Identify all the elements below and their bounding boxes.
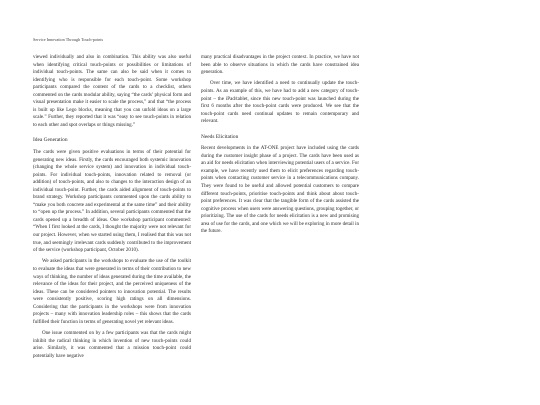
paragraph-updates: Over time, we have identified a need to continually update the touch-points. As an example of this, we have had to add a new category of touch-point – the iPad/tablet, since this new touch-point was launched during the first 6 months after the touch-point cards were produced. We see that the touch-point cards need continual updates to remain contemporary and relevant.	[201, 80, 359, 125]
section-heading-idea-generation: Idea Generation	[33, 137, 68, 144]
section-heading-needs-elicitation: Needs Elicitation	[201, 133, 239, 140]
right-column	[201, 54, 359, 236]
running-header: Service Innovation Through Touch-points	[33, 37, 104, 42]
paragraph-continuation: viewed individually and also in combination. This ability was also useful when identifying critical touch-points or possibilities or limitations of individual touch-points. The same can also be said when it comes to identifying who is responsible for each touch-point. Some workshop participants compared the content of the cards to a checklist, others commented on the cards modular ability, saying “the cards’ physical form and visual presentation make it easier to scale the process,” and that “the process is built up like Lego blocks, meaning that you can unfold ideas on a large scale.” Further, they reported that it was “easy to see touch-points in relation to each other and spot overlaps or things missing.”	[33, 54, 191, 128]
paragraph-needs-elicitation: Recent developments in the AT-ONE project have included using the cards during the customer insight phase of a project. The cards have been used as an aid for needs elicitation when interviewing potential users of a service. For example, we have recently used them to elicit preferences regarding touch-points when contacting customer service in a telecommunications company. They were found to be useful and allowed potential customers to compare different touch-points, prioritise touch-points and think about about touch-point preferences. It was clear that the tangible form of the cards assisted the cognitive process when users were answering questions, grouping together, or prioritizing. The use of the cards for needs elicitation is a new and promising area of use for the cards, and one which we will be exploring in more detail in the future.	[201, 145, 359, 235]
paragraph-evaluation: We asked participants in the workshops to evaluate the use of the toolkit to evaluate the ideas that were generated in terms of their contribution to new ways of thinking, the number of ideas generated during the time available, the relevance of the ideas for their project, and the perceived uniqueness of the ideas. These can be considered pointers to innovation potential. The results were consistently positive, scoring high ratings on all dimensions. Considering that the participants in the workshops were from innovation projects – many with innovation leadership roles – this shows that the cards fulfilled their function in terms of generating novel yet relevant ideas.	[33, 258, 191, 325]
paragraph-issue: One issue commented on by a few participants was that the cards might inhibit the radical thinking in which invention of new touch-points could arise. Similarly, it was commented that a mission touch-point could potentially have negative	[33, 330, 191, 359]
paragraph-disadvantages: many practical disadvantages in the project context. In practice, we have not been able to observe situations in which the cards have constrained idea generation.	[201, 54, 359, 76]
left-column	[33, 54, 191, 360]
paragraph-idea-generation: The cards were given positive evaluations in terms of their potential for generating new ideas. Firstly, the cards encouraged both systemic innovation (changing the whole service system) and innovation in individual touch-points. For individual touch-points, innovation related to removal (or addition) of touch-points, and also to changes to the interaction design of an individual touch-point. Further, the cards aided alignment of touch-points to brand strategy. Workshop participants commented upon the cards ability to “make you both concrete and experimental at the same time” and their ability to “open up the process.” In addition, several participants commented that the cards opened up a breadth of ideas. One workshop participant commented: “When I first looked at the cards, I thought the majority were not relevant for our project. However, when we started using them, I realised that this was not true, and seemingly irrelevant cards suddenly contributed to the improvement of the service (workshop participant, October 2010).	[33, 148, 191, 254]
